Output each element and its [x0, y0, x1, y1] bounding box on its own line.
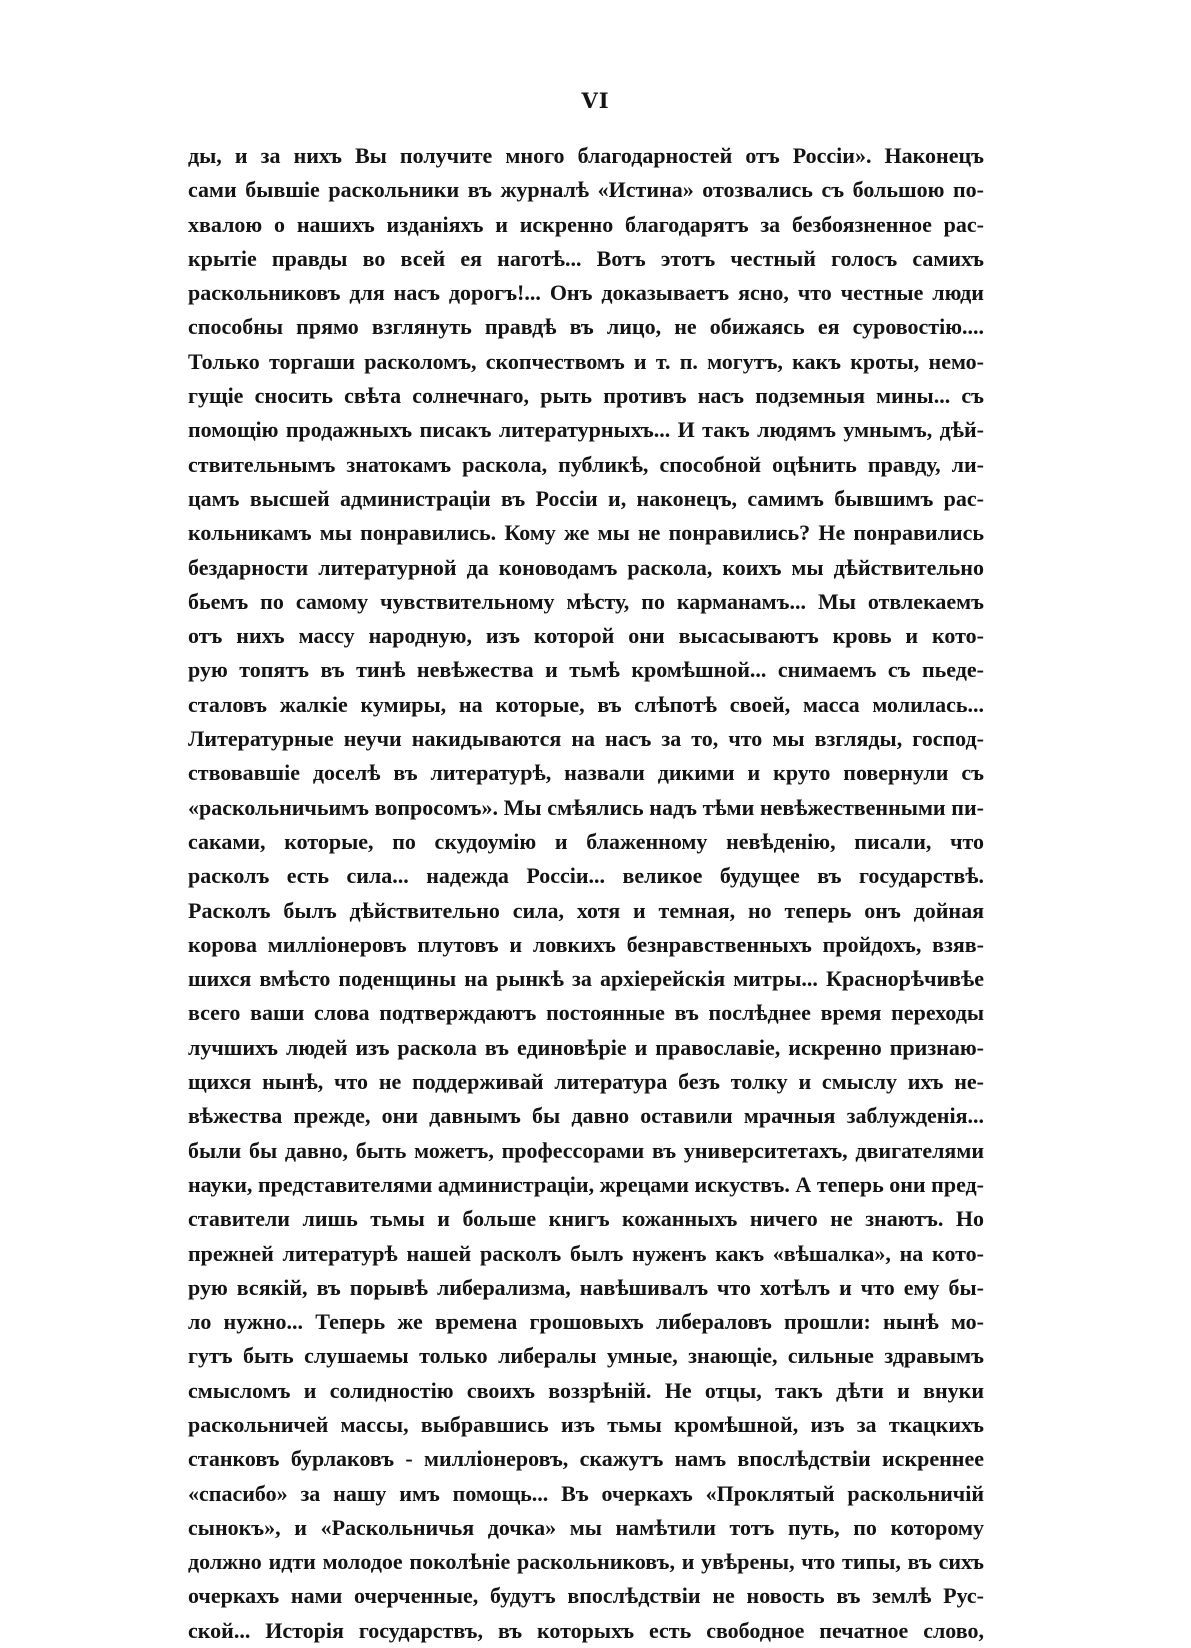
- text-line: корова милліонеровъ плутовъ и ловкихъ безнравственныхъ пройдохъ, взяв-: [188, 931, 984, 957]
- text-line: ды, и за нихъ Вы получите много благодарностей отъ Россіи». Наконецъ: [188, 143, 984, 168]
- text-line: ствовавшіе доселѣ въ литературѣ, назвали дикими и круто повернули съ: [188, 760, 984, 786]
- text-line: раскольниковъ для насъ дорогъ!... Онъ доказываетъ ясно, что честные люди: [188, 280, 984, 306]
- text-line: науки, представителями администраціи, жрецами искуствъ. А теперь они пред-: [188, 1171, 984, 1197]
- text-line: Литературные неучи накидываются на насъ за то, что мы взгляды, господ-: [188, 726, 984, 752]
- text-line: гущіе сносить свѣта солнечнаго, рыть противъ насъ подземныя мины... съ: [188, 383, 984, 409]
- text-line: помощію продажныхъ писакъ литературныхъ... И такъ людямъ умнымъ, дѣй-: [188, 417, 984, 443]
- text-line: вѣжества прежде, они давнымъ бы давно оставили мрачныя заблужденія...: [188, 1103, 984, 1129]
- text-line: ставители лишь тьмы и больше книгъ кожанныхъ ничего не знаютъ. Но: [188, 1206, 984, 1232]
- page-number: VI: [581, 88, 610, 113]
- text-line: рую всякій, въ порывѣ либерализма, навѣшивалъ что хотѣлъ и что ему бы-: [188, 1274, 984, 1300]
- text-line: хвалою о нашихъ изданіяхъ и искренно благодарятъ за безбоязненное рас-: [188, 211, 984, 237]
- text-line: были бы давно, быть можетъ, профессорами въ университетахъ, двигателями: [188, 1137, 984, 1163]
- text-line: сынокъ», и «Раскольничья дочка» мы намѣтили тотъ путь, по которому: [188, 1514, 984, 1540]
- text-line: станковъ бурлаковъ - милліонеровъ, скажутъ намъ впослѣдствіи искреннее: [188, 1446, 984, 1472]
- text-line: рую топятъ въ тинѣ невѣжества и тьмѣ кромѣшной... снимаемъ съ пьеде-: [188, 657, 984, 683]
- text-line: крытіе правды во всей ея наготѣ... Вотъ этотъ честный голосъ самихъ: [188, 245, 984, 271]
- text-line: способны прямо взглянуть правдѣ въ лицо, не обижаясь ея суровостію....: [188, 314, 984, 340]
- text-line: «спасибо» за нашу имъ помощь... Въ очеркахъ «Проклятый раскольничій: [188, 1480, 984, 1506]
- text-line: всего ваши слова подтверждаютъ постоянные въ послѣднее время переходы: [188, 1000, 984, 1026]
- text-line: гутъ быть слушаемы только либералы умные, знающіе, сильные здравымъ: [188, 1343, 984, 1369]
- text-line: расколъ есть сила... надежда Россіи... великое будущее въ государствѣ.: [188, 863, 984, 889]
- text-line: сталовъ жалкіе кумиры, на которые, въ слѣпотѣ своей, масса молилась...: [188, 691, 984, 717]
- text-line: очеркахъ нами очерченные, будутъ впослѣдствіи не новость въ землѣ Рус-: [188, 1583, 984, 1609]
- text-line: отъ нихъ массу народную, изъ которой они высасываютъ кровь и кото-: [188, 623, 984, 649]
- text-line: цамъ высшей администраціи въ Россіи и, наконецъ, самимъ бывшимъ рас-: [188, 485, 984, 511]
- text-line: раскольничей массы, выбравшись изъ тьмы кромѣшной, изъ за ткацкихъ: [188, 1411, 984, 1437]
- text-line: ской... Исторія государствъ, въ которыхъ есть свободное печатное слово,: [188, 1617, 984, 1643]
- text-line: Расколъ былъ дѣйствительно сила, хотя и темная, но теперь онъ дойная: [188, 897, 984, 923]
- text-line: щихся нынѣ, что не поддерживай литература безъ толку и смыслу ихъ не-: [188, 1069, 984, 1095]
- text-line: лучшихъ людей изъ раскола въ единовѣріе и православіе, искренно признаю-: [188, 1034, 984, 1060]
- text-line: прежней литературѣ нашей расколъ былъ нуженъ какъ «вѣшалка», на кото-: [188, 1240, 984, 1266]
- text-line: ло нужно... Теперь же времена грошовыхъ либераловъ прошли: нынѣ мо-: [188, 1309, 984, 1335]
- text-line: «раскольничьимъ вопросомъ». Мы смѣялись надъ тѣми невѣжественными пи-: [188, 794, 984, 820]
- text-line: кольникамъ мы понравились. Кому же мы не понравились? Не понравились: [188, 520, 984, 546]
- body-text: [188, 139, 984, 1648]
- text-line: смысломъ и солидностію своихъ воззрѣній. Не отцы, такъ дѣти и внуки: [188, 1377, 984, 1403]
- text-line: саками, которые, по скудоумію и блаженному невѣденію, писали, что: [188, 828, 984, 854]
- text-line: должно идти молодое поколѣніе раскольниковъ, и увѣрены, что типы, въ сихъ: [188, 1549, 984, 1575]
- text-line: Только торгаши расколомъ, скопчествомъ и т. п. могутъ, какъ кроты, немо-: [188, 348, 984, 374]
- text-line: бьемъ по самому чувствительному мѣсту, по карманамъ... Мы отвлекаемъ: [188, 588, 984, 614]
- text-line: ствительнымъ знатокамъ раскола, публикѣ, способной оцѣнить правду, ли-: [188, 451, 984, 477]
- text-line: шихся вмѣсто поденщины на рынкѣ за архіерейскія митры... Краснорѣчивѣе: [188, 966, 984, 992]
- text-line: бездарности литературной да коноводамъ раскола, коихъ мы дѣйствительно: [188, 554, 984, 580]
- text-line: сами бывшіе раскольники въ журналѣ «Истина» отозвались съ большою по-: [188, 177, 984, 203]
